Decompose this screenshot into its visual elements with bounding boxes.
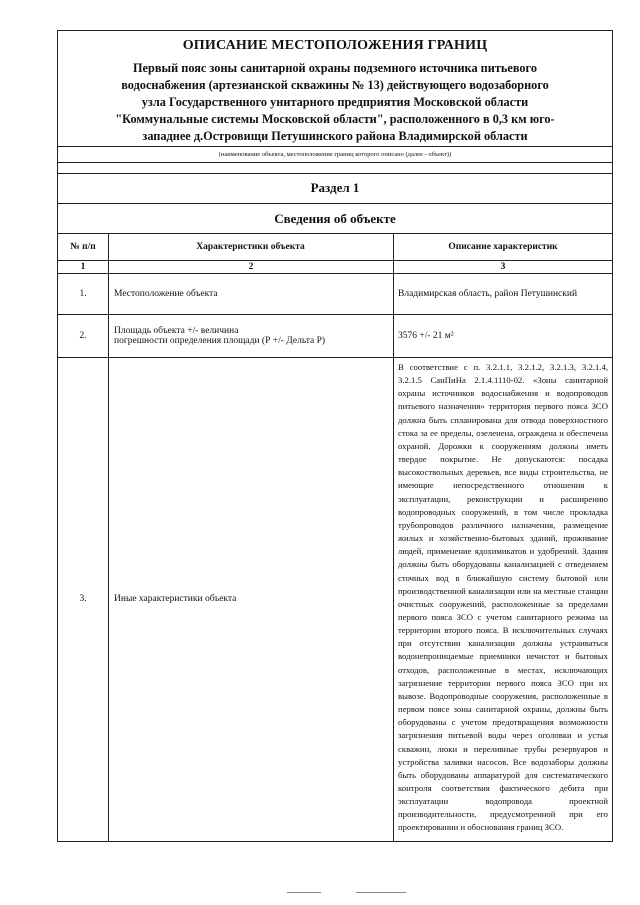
table-header-row [58,234,613,261]
row-characteristic [109,315,394,358]
subtitle-line: западнее д.Островищи Петушинского района Владимирской области [142,129,528,143]
table-row [58,358,613,842]
document-page [57,30,613,842]
row-characteristic: Местоположение объекта [109,274,394,315]
header-description: Описание характеристик [394,234,613,261]
row-description: 3576 +/- 21 м² [394,315,613,358]
row-num: 3. [58,358,109,842]
footer-rule [287,892,321,893]
subtitle-line: водоснабжения (артезианской скважины № 13) действующего водозаборного [121,78,549,92]
characteristic-line: погрешности определения площади (Р +/- Дельта Р) [114,336,326,346]
row-num: 2. [58,315,109,358]
row-description: Владимирская область, район Петушинский [394,274,613,315]
row-description: В соответствие с п. 3.2.1.1, 3.2.1.2, 3.2.1.3, 3.2.1.4, 3.2.1.5 СанПиНа 2.1.4.1110-02. «Зоны санитарной охраны источников водоснабжения и водопроводов питьевого назначения» территория первого пояса ЗСО должна быть спланирована для отвода поверхностного стока за ее пределы, озеленена, ограждена и обеспечена охраной. Дорожки к сооружениям должны иметь твердое покрытие. Не допускаются: посадка высокоствольных деревьев, все виды строительства, не имеющие непосредственного отношения к эксплуатации, реконструкции и расширению водопроводных сооружений, в том числе прокладка трубопроводов различного назначения, размещение жилых и хозяйственно-бытовых зданий, проживание людей, применение ядохимикатов и удобрений. Здания должны быть оборудованы канализацией с отведением сточных вод в ближайшую систему бытовой или производственной канализации или на местные станции очистных сооружений, расположенные за пределами первого пояса ЗСО с учетом санитарного режима на территории второго пояса. В исключительных случаях при отсутствии канализации должны устраиваться водонепроницаемые приемники нечистот и бытовых отходов, расположенные в местах, исключающих загрязнение территории первого пояса ЗСО при их вывозе. Водопроводные сооружения, расположенные в первом поясе зоны санитарной охраны, должны быть оборудованы с учетом предотвращения возможности загрязнения питьевой воды через оголовки и устья скважин, люки и переливные трубы резервуаров и устройства заливки насосов. Все водозаборы должны быть оборудованы аппаратурой для систематического контроля соответствия фактического дебита при эксплуатации водопровода проектной производительности, предусмотренной при его проектировании и обоснования границ ЗСО. [394,358,613,842]
object-table [57,233,613,842]
section-info-title: Сведения об объекте [58,203,612,233]
header-num: № п/п [58,234,109,261]
document-frame [57,30,613,233]
column-number-row [58,261,613,274]
object-note: (наименование объекта, местоположение границ которого описано (далее - объект)) [58,146,612,162]
col-number: 2 [109,261,394,274]
row-num: 1. [58,274,109,315]
table-row [58,274,613,315]
section-title: Раздел 1 [58,173,612,203]
document-subtitle [58,60,612,146]
header-characteristic: Характеристики объекта [109,234,394,261]
subtitle-line: узла Государственного унитарного предприятия Московской области [141,95,529,109]
document-title: ОПИСАНИЕ МЕСТОПОЛОЖЕНИЯ ГРАНИЦ [182,38,488,53]
row-characteristic: Иные характеристики объекта [109,358,394,842]
subtitle-line: "Коммунальные системы Московской области", расположенного в 0,3 км юго- [115,112,555,126]
spacer-row [58,162,612,173]
characteristic-line: Площадь объекта +/- величина [114,326,239,336]
footer-rule [356,892,406,893]
subtitle-line: Первый пояс зоны санитарной охраны подземного источника питьевого [132,61,537,75]
col-number: 1 [58,261,109,274]
col-number: 3 [394,261,613,274]
table-row [58,315,613,358]
